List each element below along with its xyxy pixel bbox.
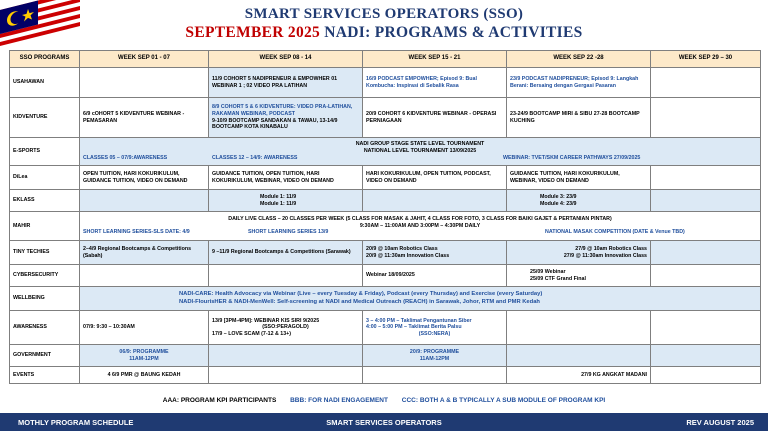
kidventure-week-1: 6/9 cOHORT 5 KIDVENTURE WEBINAR - PEMASARAN [80,98,209,138]
legend-bbb: BBB: FOR NADI ENGAGEMENT [290,397,388,404]
usahawan-week-4: 23/9 PODCAST NADIPRENEUR; Episod 9: Langkah Berani: Bersaing dengan Gergasi Pasaran [507,68,651,98]
mahir-sls-1: SHORT LEARNING SERIES-SLS DATE: 4/9 [83,229,190,236]
cell-empty [363,367,507,384]
cell-empty [651,345,761,367]
table-header-row [10,51,761,68]
kidventure-week-2-line-1: 8/9 COHORT 5 & 6 KIDVENTURE: VIDEO PRA-LATIHAN, RAKAMAN WEBINAR, PODCAST [212,104,353,117]
awareness-week-2-line-1: 13/9 [3PM-4PM]: WEBINAR KIS SIRI 9/2025 [212,317,320,324]
cell-empty [209,265,363,287]
cyber-week-4 [507,265,651,287]
row-eklass [10,190,761,212]
usahawan-week-3: 16/9 PODCAST EMPOWHER; Episod 9: Bual Kombucha: Inspirasi di Sebalik Rasa [363,68,507,98]
eklass-week-2-line-2: Module 1: 11/9 [260,200,297,207]
wellbeing-span [80,287,761,311]
tiny-week-4 [507,241,651,265]
row-label: MAHIR [10,212,80,241]
eklass-week-4-line-2: Module 4: 23/9 [540,200,577,207]
awareness-week-2 [209,311,363,345]
tiny-week-3-line-2: 20/9 @ 11:30am Innovation Class [366,252,450,259]
tiny-week-2: 9 –11/9 Regional Bootcamps & Competitions (Sarawak) [209,241,363,265]
awareness-week-3 [363,311,507,345]
row-tiny-techies [10,241,761,265]
page-title: SMART SERVICES OPERATORS (SSO) [244,6,524,22]
awareness-week-2-line-3: 17/9 – LOVE SCAM (7-12 & 13+) [212,330,292,337]
esports-classes-1: CLASSES 05 – 07/9:AWARENESS [83,154,168,161]
header-week-5: WEEK SEP 29 – 30 [651,51,761,68]
cyber-week-3: Webinar 18/09/2025 [363,265,507,287]
cell-empty [507,345,651,367]
mahir-line-1: DAILY LIVE CLASS – 20 CLASSES PER WEEK (5 CLASS FOR MASAK & JAHIT, 4 CLASS FOR FOTO, 3 CLASS FOR BAIKI GAJET & PERTANIAN PINTAR) [228,215,612,222]
program-schedule-table [9,50,761,384]
row-label: AWARENESS [10,311,80,345]
tiny-week-1: 2–4/9 Regional Bootcamps & Competitions (Sabah) [80,241,209,265]
eklass-week-4-line-1: Module 3: 23/9 [540,193,577,200]
mahir-series [83,229,757,236]
header-programs: SSO PROGRAMS [10,51,80,68]
header-week-4: WEEK SEP 22 -28 [507,51,651,68]
header-week-3: WEEK SEP 15 - 21 [363,51,507,68]
events-week-4: 27/9 KG ANGKAT MADANI [507,367,651,384]
row-label: EKLASS [10,190,80,212]
dilea-week-3: HARI KOKURIKULUM, OPEN TUITION, PODCAST, VIDEO ON DEMAND [363,166,507,190]
government-week-3-line-2: 11AM-12PM [419,355,450,362]
footer-right: REV AUGUST 2025 [686,418,754,427]
row-cybersecurity [10,265,761,287]
esports-line-2: NATIONAL LEVEL TOURNAMENT 13/09/2025 [363,148,477,154]
cell-empty [507,311,651,345]
cell-empty [651,190,761,212]
cell-empty [651,311,761,345]
kidventure-week-4: 23-24/9 BOOTCAMP MIRI & SIBU 27-28 BOOTCAMP KUCHING [507,98,651,138]
footer-left: MOTHLY PROGRAM SCHEDULE [18,418,134,427]
cell-empty [651,68,761,98]
row-label: TINY TECHIES [10,241,80,265]
row-kidventure [10,98,761,138]
esports-webinar: WEBINAR: TVET/SKM CAREER PATHWAYS 27/09/2025 [503,154,641,161]
row-esports [10,138,761,166]
government-week-3-line-1: 20/9: PROGRAMME [409,348,460,355]
eklass-week-2 [209,190,363,212]
cell-empty [209,367,363,384]
awareness-week-3-line-3: (SSO:NERA) [418,330,451,337]
row-label: WELLBEING [10,287,80,311]
cell-empty [651,367,761,384]
row-events [10,367,761,384]
subtitle-month: SEPTEMBER 2025 [185,24,321,41]
eklass-week-4 [507,190,651,212]
dilea-week-2: GUIDANCE TUITION, OPEN TUITION, HARI KOKURIKULUM, WEBINAR, VIDEO ON DEMAND [209,166,363,190]
cell-empty [80,190,209,212]
tiny-week-3-line-1: 20/9 @ 10am Robotics Class [366,245,438,252]
row-mahir [10,212,761,241]
eklass-week-2-line-1: Module 1: 11/9 [260,193,297,200]
legend-aaa: AAA: PROGRAM KPI PARTICIPANTS [162,397,277,404]
awareness-week-3-line-2: 4:00 – 5:00 PM – Taklimat Berita Palsu [366,324,462,331]
row-awareness [10,311,761,345]
row-label: DiLea [10,166,80,190]
kidventure-week-3: 20/9 COHORT 6 KIDVENTURE WEBINAR - OPERASI PERNIAGAAN [363,98,507,138]
awareness-week-1: 07/9: 9:30 – 10:30AM [80,311,209,345]
wellbeing-line-2: NADI-FlourisHER & NADI-MenWell: Self-screening at NADI and Medical Outreach (REACH) in Sarawak, Johor, RTM and PMR Kedah [179,298,540,305]
row-wellbeing [10,287,761,311]
awareness-week-3-line-1: 3 – 4:00 PM – Taklimat Pengantunan Siber [366,317,472,324]
cell-empty [651,265,761,287]
cyber-week-4-line-2: 25/09 CTF Grand Final [530,275,586,282]
cell-empty [651,166,761,190]
row-label: EVENTS [10,367,80,384]
legend [0,397,768,404]
row-label: CYBERSECURITY [10,265,80,287]
government-week-3 [363,345,507,367]
wellbeing-line-1: NADI-CARE: Health Advocacy via Webinar (Live – every Tuesday & Friday), Podcast (every Thursday) and Exercise (every Saturday) [179,291,543,298]
row-label: KIDVENTURE [10,98,80,138]
mahir-sls-2: SHORT LEARNING SERIES 13/9 [248,229,329,236]
dilea-week-1: OPEN TUITION, HARI KOKURIKULUM, GUIDANCE TUITION, VIDEO ON DEMAND [80,166,209,190]
row-label: GOVERNMENT [10,345,80,367]
cyber-week-4-line-1: 25/09 Webinar [530,268,566,275]
esports-classes [83,155,757,162]
dilea-week-4: GUIDANCE TUITION, HARI KOKURIKULUM, WEBINAR, VIDEO ON DEMAND [507,166,651,190]
tiny-week-4-line-2: 27/9 @ 11:30am Innovation Class [563,252,647,259]
cell-empty [209,345,363,367]
esports-line-1: NADI GROUP STAGE STATE LEVEL TOURNAMENT [355,141,485,148]
government-week-1 [80,345,209,367]
events-week-1: 4 6/9 PMR @ BAUNG KEDAH [80,367,209,384]
cell-empty [363,190,507,212]
legend-ccc: CCC: BOTH A & B TYPICALLY A SUB MODULE OF PROGRAM KPI [401,397,606,404]
cell-empty [80,265,209,287]
subtitle-rest: NADI: PROGRAMS & ACTIVITIES [324,24,583,41]
row-label: USAHAWAN [10,68,80,98]
mahir-line-2: 9:30AM – 11:00AM AND 3:00PM – 4:30PM DAILY [359,222,481,229]
esports-classes-2: CLASSES 12 – 14/9: AWARENESS [212,154,298,161]
footer-bar [0,413,768,431]
footer-center: SMART SERVICES OPERATORS [326,418,442,427]
tiny-week-4-line-1: 27/9 @ 10am Robotics Class [575,245,647,252]
row-government [10,345,761,367]
mahir-span [80,212,761,241]
awareness-week-2-line-2: (SSO:PERAGOLD) [262,324,309,331]
kidventure-week-2-line-2: 9-10/9 BOOTCAMP SANDAKAN & TAWAU, 13-14/9 BOOTCAMP KOTA KINABALU [212,117,338,131]
header-week-2: WEEK SEP 08 - 14 [209,51,363,68]
cell-empty [80,68,209,98]
tiny-week-3 [363,241,507,265]
row-usahawan [10,68,761,98]
kidventure-week-2 [209,98,363,138]
row-label: E-SPORTS [10,138,80,166]
government-week-1-line-2: 11AM-12PM [129,355,159,362]
page-subtitle [0,24,768,42]
header-week-1: WEEK SEP 01 - 07 [80,51,209,68]
mahir-competition: NATIONAL MASAK COMPETITION (DATE & Venue TBD) [545,229,685,236]
usahawan-week-2: 11/9 COHORT 5 NADIPRENEUR & EMPOWHER 01 WEBINAR 1 ; 02 VIDEO PRA LATIHAN [209,68,363,98]
row-dilea [10,166,761,190]
cell-empty [651,98,761,138]
government-week-1-line-1: 06/9: PROGRAMME [119,348,169,355]
esports-span [80,138,761,166]
cell-empty [651,241,761,265]
